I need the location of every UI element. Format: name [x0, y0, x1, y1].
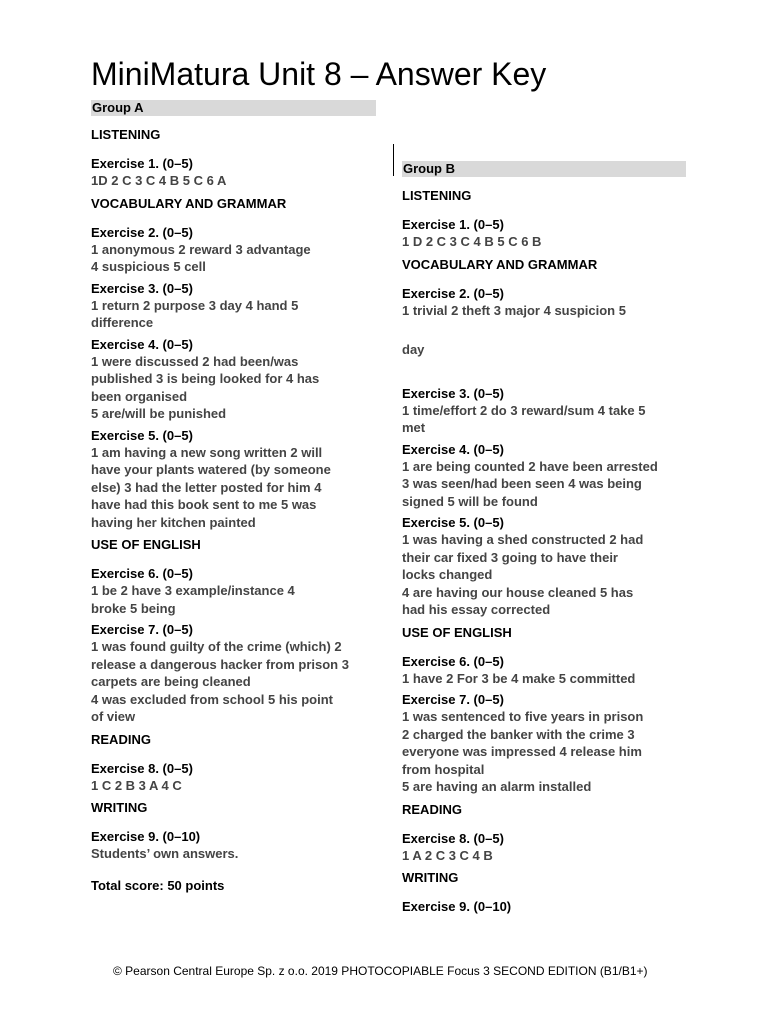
group-label: Group B: [402, 161, 686, 177]
section-heading: WRITING: [91, 800, 148, 815]
exercise-block: [402, 386, 686, 437]
answer-line: 1 time/effort 2 do 3 reward/sum 4 take 5: [402, 402, 646, 418]
answer-line: 2 charged the banker with the crime 3: [402, 726, 635, 742]
section-heading: LISTENING: [91, 127, 161, 142]
answer-line: release a dangerous hacker from prison 3: [91, 656, 349, 672]
exercise-block: [402, 654, 686, 688]
exercise-block: [91, 622, 376, 726]
answer-line: 1 A 2 C 3 C 4 B: [402, 847, 493, 863]
page-title: MiniMatura Unit 8 – Answer Key: [91, 56, 547, 92]
answer-line: have had this book sent to me 5 was: [91, 497, 317, 512]
group-b-column: [402, 161, 686, 920]
answer-line: 4 suspicious 5 cell: [91, 259, 206, 274]
answer-line: 1 trivial 2 theft 3 major 4 suspicion 5: [402, 302, 626, 318]
answer-line: 1 are being counted 2 have been arrested: [402, 458, 658, 474]
section-heading: WRITING: [402, 870, 459, 885]
answer-line: from hospital: [402, 761, 485, 777]
exercise-heading: Exercise 4. (0–5): [91, 336, 193, 352]
section-heading: READING: [402, 801, 462, 817]
exercise-heading: Exercise 7. (0–5): [402, 692, 504, 707]
section-heading: USE OF ENGLISH: [402, 624, 512, 640]
answer-line: 1 was found guilty of the crime (which) 2: [91, 639, 342, 654]
answer-line: 4 was excluded from school 5 his point: [91, 691, 333, 707]
answer-line: 3 was seen/had been seen 4 was being: [402, 476, 642, 491]
answer-line: their car fixed 3 going to have their: [402, 549, 618, 565]
exercise-heading: Exercise 4. (0–5): [402, 441, 504, 457]
answer-line: Students’ own answers.: [91, 846, 239, 861]
exercise-block: [91, 428, 376, 532]
exercise-heading: Exercise 5. (0–5): [402, 515, 504, 530]
exercise-block: [91, 156, 376, 190]
answer-line: having her kitchen painted: [91, 514, 256, 530]
answer-line: [402, 319, 686, 341]
answer-line: published 3 is being looked for 4 has: [91, 371, 320, 386]
answer-line: 1 am having a new song written 2 will: [91, 444, 323, 460]
exercise-block: [402, 515, 686, 619]
answer-line: else) 3 had the letter posted for him 4: [91, 479, 322, 495]
answer-line: carpets are being cleaned: [91, 674, 251, 689]
exercise-heading: Exercise 9. (0–10): [402, 899, 512, 914]
answer-line: everyone was impressed 4 release him: [402, 744, 642, 759]
answer-line: 1 C 2 B 3 A 4 C: [91, 777, 182, 793]
section-heading: READING: [91, 731, 151, 747]
exercise-block: [402, 899, 686, 915]
exercise-heading: Exercise 3. (0–5): [91, 280, 193, 296]
answer-line: of view: [91, 709, 136, 724]
answer-line: difference: [91, 315, 154, 330]
exercise-heading: Exercise 3. (0–5): [402, 385, 504, 401]
answer-line: broke 5 being: [91, 600, 176, 616]
exercise-block: [402, 692, 686, 796]
answer-line: signed 5 will be found: [402, 493, 538, 509]
exercise-block: [91, 761, 376, 795]
spacer: [402, 364, 686, 386]
answer-line: 1D 2 C 3 C 4 B 5 C 6 A: [91, 173, 227, 188]
exercise-block: [402, 442, 686, 511]
footer: © Pearson Central Europe Sp. z o.o. 2019 PHOTOCOPIABLE Focus 3 SECOND EDITION (B1/B1+): [113, 964, 648, 978]
exercise-block: [91, 829, 376, 863]
exercise-heading: Exercise 9. (0–10): [91, 829, 201, 844]
answer-line: 1 return 2 purpose 3 day 4 hand 5: [91, 297, 299, 313]
exercise-heading: Exercise 7. (0–5): [91, 622, 193, 637]
exercise-block: [402, 831, 686, 865]
exercise-heading: Exercise 8. (0–5): [91, 760, 193, 776]
answer-line: 5 are having an alarm installed: [402, 779, 592, 794]
exercise-block: [91, 225, 376, 276]
group-a-column: [91, 100, 376, 894]
answer-line: have your plants watered (by someone: [91, 462, 331, 477]
section-heading: VOCABULARY AND GRAMMAR: [402, 256, 598, 272]
answer-line: met: [402, 420, 426, 435]
exercise-heading: Exercise 6. (0–5): [91, 566, 193, 581]
answer-line: been organised: [91, 388, 188, 404]
exercise-heading: Exercise 5. (0–5): [91, 427, 193, 443]
answer-line: 1 D 2 C 3 C 4 B 5 C 6 B: [402, 234, 542, 249]
exercise-heading: Exercise 2. (0–5): [402, 285, 504, 301]
answer-line: locks changed: [402, 567, 493, 582]
answer-line: 1 were discussed 2 had been/was: [91, 353, 299, 369]
exercise-heading: Exercise 8. (0–5): [402, 830, 504, 846]
exercise-block: [91, 281, 376, 332]
exercise-heading: Exercise 2. (0–5): [91, 224, 193, 240]
total-score: Total score: 50 points: [91, 877, 225, 893]
group-label: Group A: [91, 100, 376, 116]
answer-line: 1 anonymous 2 reward 3 advantage: [91, 241, 311, 257]
answer-line: 1 was sentenced to five years in prison: [402, 709, 644, 724]
exercise-heading: Exercise 6. (0–5): [402, 653, 504, 669]
exercise-heading: Exercise 1. (0–5): [402, 217, 504, 232]
section-heading: LISTENING: [402, 188, 472, 203]
exercise-block: [402, 286, 686, 359]
answer-line: 5 are/will be punished: [91, 406, 227, 421]
column-divider: [393, 144, 394, 176]
answer-line: 1 have 2 For 3 be 4 make 5 committed: [402, 670, 636, 686]
answer-line: day: [402, 342, 425, 357]
answer-line: 1 be 2 have 3 example/instance 4: [91, 583, 295, 598]
exercise-heading: Exercise 1. (0–5): [91, 156, 193, 171]
exercise-block: [402, 217, 686, 251]
answer-line: 4 are having our house cleaned 5 has: [402, 584, 634, 600]
section-heading: USE OF ENGLISH: [91, 537, 201, 552]
section-heading: VOCABULARY AND GRAMMAR: [91, 195, 287, 211]
exercise-block: [91, 337, 376, 423]
answer-line: had his essay corrected: [402, 602, 551, 617]
exercise-block: [91, 566, 376, 617]
answer-line: 1 was having a shed constructed 2 had: [402, 532, 644, 547]
